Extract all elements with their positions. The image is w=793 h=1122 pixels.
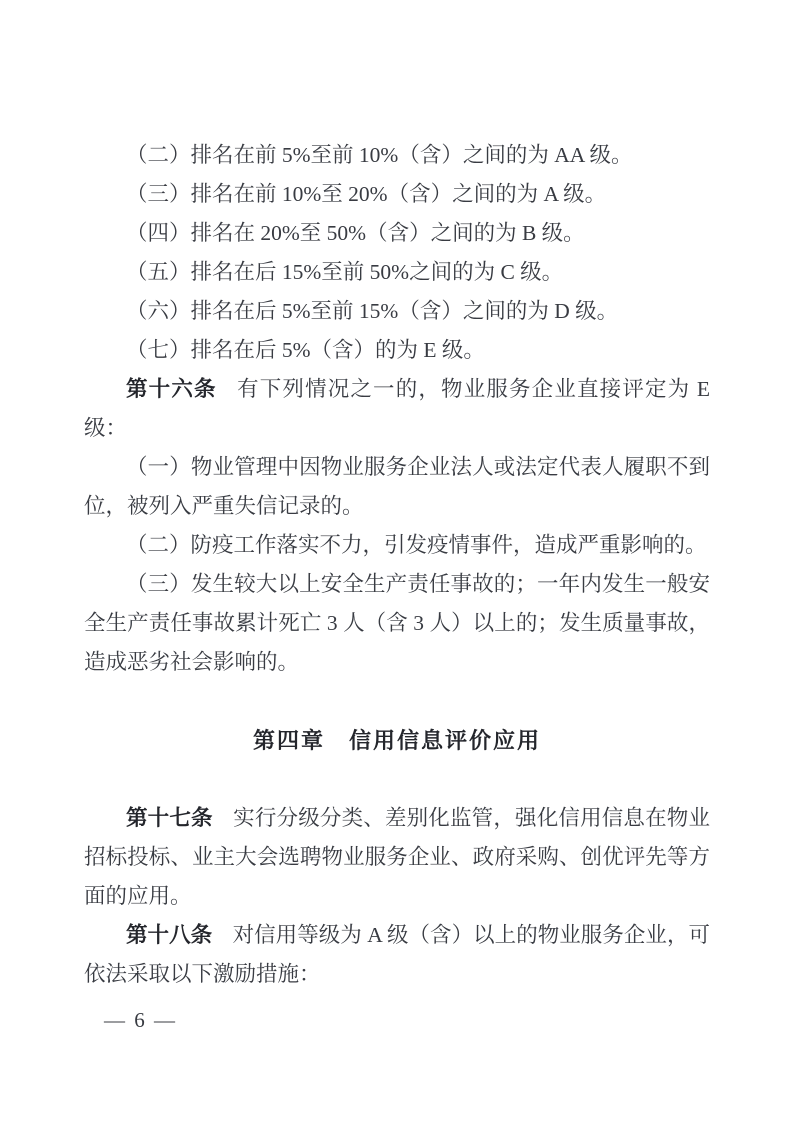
page-number-footer: — 6 — [104,1008,177,1032]
article-16-paragraph [84,370,710,448]
rank-item-text: （二）排名在前 5%至前 10%（含）之间的为 AA 级。 [126,143,633,167]
article-16-clause [84,526,710,565]
rank-item-text: （五）排名在后 15%至前 50%之间的为 C 级。 [126,260,564,284]
rank-item [84,175,710,214]
clause-text: （三）发生较大以上安全生产责任事故的；一年内发生一般安全生产责任事故累计死亡 3 人（含 3 人）以上的；发生质量事故，造成恶劣社会影响的。 [84,572,710,674]
article-17-paragraph [84,799,710,916]
article-16-clause [84,565,710,682]
article-18-text: 对信用等级为 A 级（含）以上的物业服务企业，可依法采取以下激励措施： [84,923,710,986]
clause-text: （二）防疫工作落实不力，引发疫情事件，造成严重影响的。 [126,533,707,557]
rank-item-text: （三）排名在前 10%至 20%（含）之间的为 A 级。 [126,182,607,206]
rank-item [84,214,710,253]
rank-item [84,292,710,331]
article-18-paragraph [84,916,710,994]
chapter-heading: 第四章 信用信息评价应用 [252,728,541,753]
article-16-text: 有下列情况之一的，物业服务企业直接评定为 E 级： [84,377,710,440]
rank-item-text: （四）排名在 20%至 50%（含）之间的为 B 级。 [126,221,585,245]
rank-item [84,136,710,175]
article-16-clause [84,448,710,526]
article-17-text: 实行分级分类、差别化监管，强化信用信息在物业招标投标、业主大会选聘物业服务企业、政府采购、创优评先等方面的应用。 [84,806,710,908]
article-18-label: 第十八条 [126,923,213,947]
rank-item [84,331,710,370]
rank-item [84,253,710,292]
clause-text: （一）物业管理中因物业服务企业法人或法定代表人履职不到位，被列入严重失信记录的。 [84,455,710,518]
article-16-label: 第十六条 [126,377,217,401]
document-body [84,136,710,994]
rank-item-text: （六）排名在后 5%至前 15%（含）之间的为 D 级。 [126,299,619,323]
rank-item-text: （七）排名在后 5%（含）的为 E 级。 [126,338,485,362]
article-17-label: 第十七条 [126,806,213,830]
